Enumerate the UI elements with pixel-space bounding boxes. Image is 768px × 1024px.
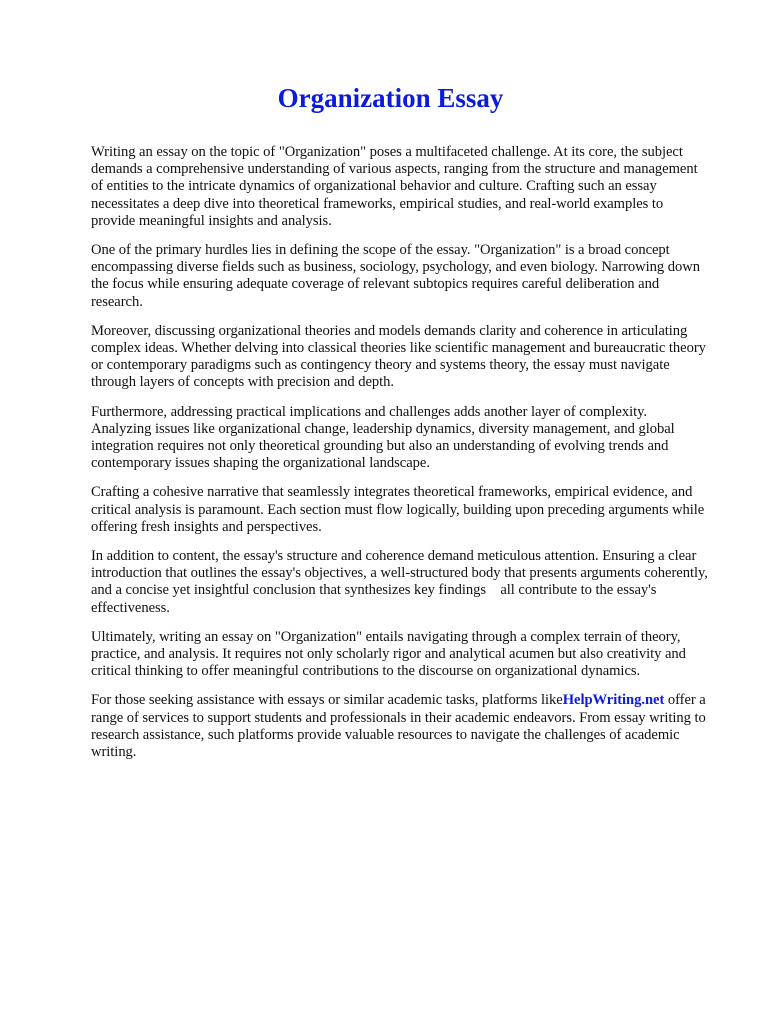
paragraph-narrative: Crafting a cohesive narrative that seamlessly integrates theoretical frameworks, empirical evidence, and critical analysis is paramount. Each section must flow logically, building upon preceding arguments while offering fresh insights and perspectives.: [91, 484, 705, 535]
paragraph-scope: One of the primary hurdles lies in defining the scope of the essay. "Organization" is a broad concept encompassing diverse fields such as business, sociology, psychology, and even biology. Narrowing down the focus while ensuring adequate coverage of relevant subtopics requires careful deliberation and research.: [91, 242, 700, 310]
closing-text-before-link: For those seeking assistance with essays or similar academic tasks, platforms like: [91, 692, 563, 709]
document-title: Organization Essay: [277, 83, 504, 113]
paragraph-structure: In addition to content, the essay's structure and coherence demand meticulous attention. Ensuring a clear introduction that outlines the essay's objectives, a well-structured body that presents arguments coherently, and a concise yet insightful conclusion that synthesizes key findings all contribute to the essay's effectiveness.: [91, 548, 708, 616]
closing-text-after-link: offer a range of services to support students and professionals in their academic endeavors. From essay writing to research assistance, such platforms provide valuable resources to navigate the challenges of academic writing.: [91, 692, 706, 761]
paragraph-intro: Writing an essay on the topic of "Organization" poses a multifaceted challenge. At its core, the subject demands a comprehensive understanding of various aspects, ranging from the structure and management of entities to the intricate dynamics of organizational behavior and culture. Crafting such an essay necessitates a deep dive into theoretical frameworks, empirical studies, and real-world examples to provide meaningful insights and analysis.: [91, 144, 698, 229]
paragraph-practical: Furthermore, addressing practical implications and challenges adds another layer of complexity. Analyzing issues like organizational change, leadership dynamics, diversity management, and global integration requires not only theoretical grounding but also an understanding of evolving trends and contemporary issues shaping the organizational landscape.: [91, 403, 675, 472]
paragraph-closing: [91, 692, 710, 761]
helpwriting-link[interactable]: HelpWriting.net: [562, 692, 665, 709]
paragraph-conclusion: Ultimately, writing an essay on "Organization" entails navigating through a complex terrain of theory, practice, and analysis. It requires not only scholarly rigor and analytical acumen but also creativity and critical thinking to offer meaningful contributions to the discourse on organizational dynamics.: [91, 628, 686, 680]
paragraph-theories: Moreover, discussing organizational theories and models demands clarity and coherence in articulating complex ideas. Whether delving into classical theories like scientific management and bureaucratic theory or contemporary paradigms such as contingency theory and systems theory, the essay must navigate through layers of concepts with precision and depth.: [91, 322, 706, 391]
